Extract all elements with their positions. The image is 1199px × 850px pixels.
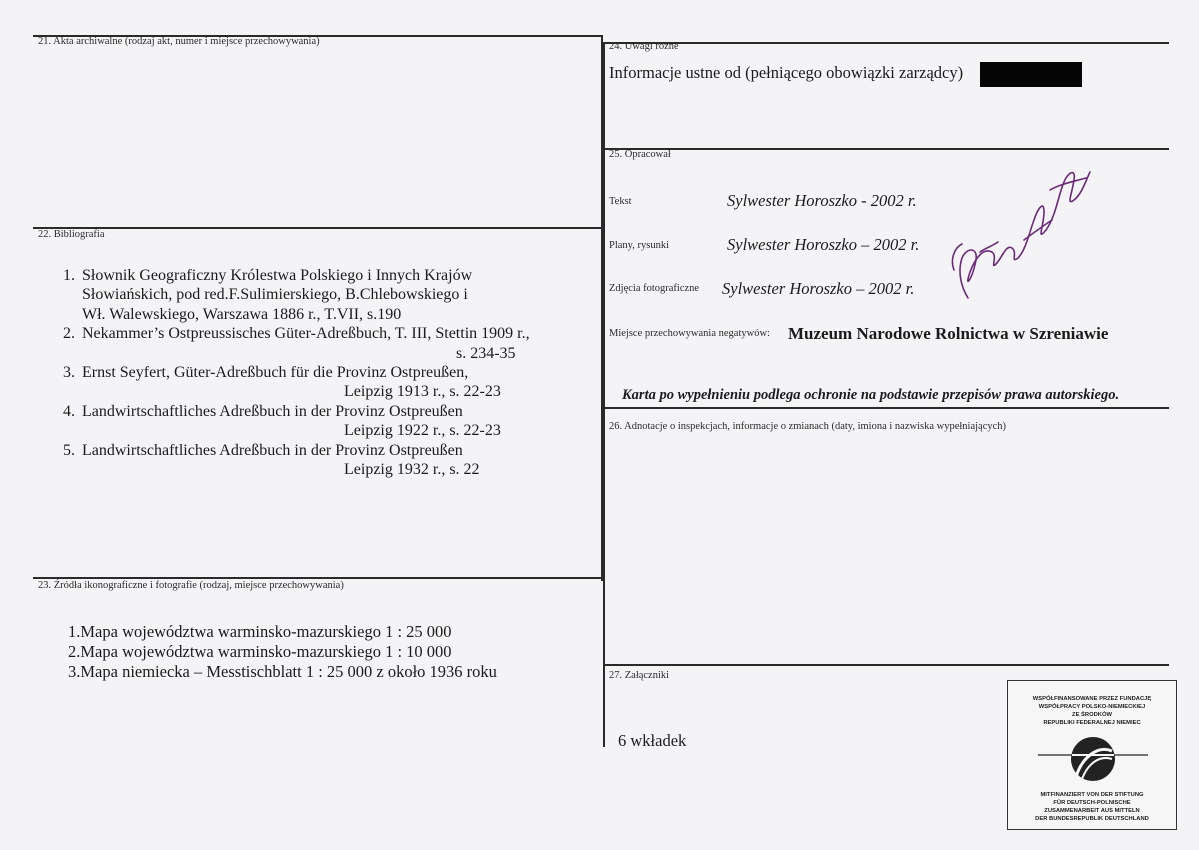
bridge-logo-icon [1038, 733, 1148, 785]
author-row-label: Zdjęcia fotograficzne [609, 283, 700, 294]
author-row-value: Sylwester Horoszko – 2002 r. [727, 235, 920, 254]
list-item-number: 5. [63, 441, 75, 459]
list-item-text: Landwirtschaftliches Adreßbuch in der Provinz Ostpreußen [82, 441, 463, 459]
rule-opracowal [604, 148, 1169, 150]
list-item-tail: Leipzig 1932 r., s. 22 [344, 460, 480, 478]
list-item-number: 1. [63, 267, 75, 284]
section-21-label: 21. Akta archiwalne (rodzaj akt, numer i miejsce przechowywania) [38, 36, 320, 47]
list-item-text: Nekammer’s Ostpreussisches Güter-Adreßbuch, T. III, Stettin 1909 r., [82, 325, 530, 343]
list-item-tail: Leipzig 1913 r., s. 22-23 [344, 383, 501, 401]
storage-value: Muzeum Narodowe Rolnictwa w Szreniawie [788, 324, 1109, 343]
rule-zalaczniki [604, 664, 1169, 666]
section-25-label: 25. Opracował [609, 149, 671, 160]
list-item: 2.Mapa województwa warminsko-mazurskiego 1 : 10 000 [68, 642, 452, 661]
rule-bibliografia [33, 227, 601, 229]
section-23-label: 23. Źródła ikonograficzne i fotografie (rodzaj, miejsce przechowywania) [38, 580, 344, 591]
author-row-value: Sylwester Horoszko – 2002 r. [722, 279, 915, 298]
list-item-text: Słowiańskich, pod red.F.Sulimierskiego, B.Chlebowskiego i [82, 286, 468, 304]
list-item-tail: s. 234-35 [456, 344, 516, 362]
section-26-label: 26. Adnotacje o inspekcjach, informacje o zmianach (daty, imiona i nazwiska wypełniających) [609, 421, 1007, 432]
section-24-label: 24. Uwagi różne [609, 41, 679, 52]
list-item-text: Wł. Walewskiego, Warszawa 1886 r., T.VII, s.190 [82, 305, 402, 323]
author-row-value: Sylwester Horoszko - 2002 r. [727, 191, 917, 210]
storage-label: Miejsce przechowywania negatywów: [609, 328, 770, 339]
copyright-notice: Karta po wypełnieniu podlega ochronie na podstawie przepisów prawa autorskiego. [622, 387, 1120, 403]
list-item-text: Słownik Geograficzny Królestwa Polskiego i Innych Krajów [82, 267, 473, 284]
list-item-tail: Leipzig 1922 r., s. 22-23 [344, 422, 501, 440]
list-item-number: 3. [63, 363, 75, 381]
list-item-number: 2. [63, 325, 75, 343]
redaction-bar [980, 62, 1082, 87]
signature [940, 160, 1100, 310]
funding-stamp [1007, 680, 1177, 830]
rule-top-right [604, 42, 1169, 44]
stamp-bottom-text: MITFINANZIERT VON DER STIFTUNG FÜR DEUTSCH-POLNISCHE ZUSAMMENARBEIT AUS MITTELN DER BUNDESREPUBLIK DEUTSCHLAND [1035, 792, 1149, 822]
list-item: 1.Mapa województwa warminsko-mazurskiego 1 : 25 000 [68, 622, 452, 641]
list-item-text: Landwirtschaftliches Adreßbuch in der Provinz Ostpreußen [82, 402, 463, 420]
section-22-label: 22. Bibliografia [38, 229, 105, 240]
section-27-label: 27. Załączniki [609, 670, 670, 681]
remarks-text: Informacje ustne od (pełniącego obowiązki zarządcy) [609, 63, 964, 82]
stamp-top-text: WSPÓŁFINANSOWANE PRZEZ FUNDACJĘ WSPÓŁPRACY POLSKO-NIEMIECKIEJ ZE ŚRODKÓW REPUBLIKI FEDERALNEJ NIEMIEC [1032, 696, 1152, 726]
rule-zrodla [33, 577, 601, 579]
list-item: 3.Mapa niemiecka – Messtischblatt 1 : 25 000 z około 1936 roku [68, 662, 497, 681]
author-row-label: Tekst [609, 196, 632, 207]
list-item-number: 4. [63, 402, 75, 420]
attachments-text: 6 wkładek [618, 731, 687, 750]
rule-copyright [604, 407, 1169, 409]
list-item-text: Ernst Seyfert, Güter-Adreßbuch für die Provinz Ostpreußen, [82, 363, 469, 381]
author-row-label: Plany, rysunki [609, 240, 669, 251]
